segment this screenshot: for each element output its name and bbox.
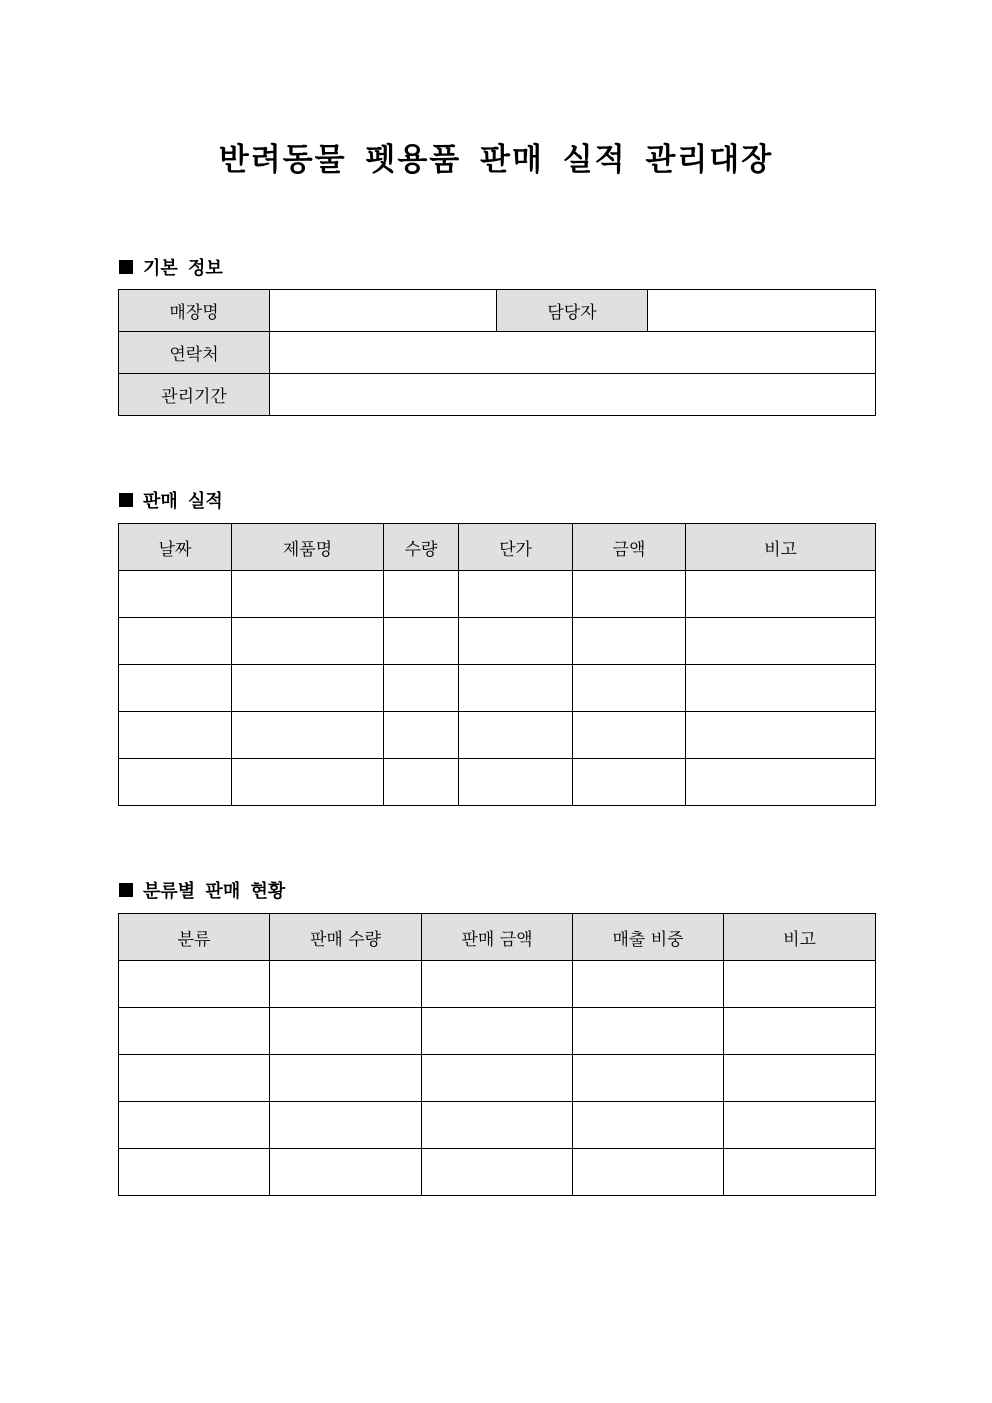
table-cell[interactable] (686, 712, 876, 759)
table-cell[interactable] (459, 618, 573, 665)
table-cell[interactable] (270, 1102, 422, 1149)
column-header-quantity: 수량 (384, 524, 459, 571)
table-cell[interactable] (384, 665, 459, 712)
table-row (119, 290, 876, 332)
table-cell[interactable] (232, 618, 384, 665)
table-cell[interactable] (459, 665, 573, 712)
square-bullet-icon (119, 883, 133, 897)
period-field[interactable] (270, 374, 876, 416)
table-row (119, 1055, 876, 1102)
basic-info-heading (119, 254, 223, 280)
column-header-remarks: 비고 (686, 524, 876, 571)
sales-heading-text: 판매 실적 (143, 491, 223, 512)
table-row (119, 571, 876, 618)
table-cell[interactable] (573, 665, 686, 712)
table-cell[interactable] (232, 571, 384, 618)
table-cell[interactable] (724, 1149, 876, 1196)
column-header-category: 분류 (119, 914, 270, 961)
column-header-product: 제품명 (232, 524, 384, 571)
table-cell[interactable] (686, 618, 876, 665)
table-cell[interactable] (724, 961, 876, 1008)
table-cell[interactable] (232, 712, 384, 759)
table-cell[interactable] (459, 759, 573, 806)
table-row (119, 374, 876, 416)
table-cell[interactable] (119, 759, 232, 806)
category-table (118, 913, 876, 1196)
contact-field[interactable] (270, 332, 876, 374)
table-cell[interactable] (119, 618, 232, 665)
table-cell[interactable] (232, 665, 384, 712)
table-cell[interactable] (422, 1008, 573, 1055)
table-cell[interactable] (573, 759, 686, 806)
table-cell[interactable] (459, 712, 573, 759)
category-header-row (119, 914, 876, 961)
document-title: 반려동물 펫용품 판매 실적 관리대장 (218, 142, 774, 178)
table-cell[interactable] (270, 1149, 422, 1196)
table-cell[interactable] (270, 1055, 422, 1102)
table-cell[interactable] (573, 1102, 724, 1149)
table-cell[interactable] (686, 759, 876, 806)
store-name-label: 매장명 (119, 290, 270, 332)
manager-field[interactable] (648, 290, 876, 332)
table-cell[interactable] (270, 961, 422, 1008)
category-heading (119, 877, 285, 903)
table-cell[interactable] (573, 1149, 724, 1196)
column-header-sales-quantity: 판매 수량 (270, 914, 422, 961)
column-header-unit-price: 단가 (459, 524, 573, 571)
table-row (119, 618, 876, 665)
table-cell[interactable] (459, 571, 573, 618)
table-cell[interactable] (119, 1102, 270, 1149)
table-cell[interactable] (119, 1055, 270, 1102)
square-bullet-icon (119, 260, 133, 274)
column-header-date: 날짜 (119, 524, 232, 571)
table-cell[interactable] (573, 712, 686, 759)
table-row (119, 712, 876, 759)
table-cell[interactable] (119, 571, 232, 618)
table-cell[interactable] (573, 571, 686, 618)
table-cell[interactable] (422, 961, 573, 1008)
table-cell[interactable] (384, 759, 459, 806)
table-cell[interactable] (384, 712, 459, 759)
table-row (119, 665, 876, 712)
sales-table (118, 523, 876, 806)
contact-label: 연락처 (119, 332, 270, 374)
table-cell[interactable] (119, 1149, 270, 1196)
table-row (119, 961, 876, 1008)
category-heading-text: 분류별 판매 현황 (143, 881, 286, 902)
basic-info-heading-text: 기본 정보 (143, 258, 223, 279)
table-cell[interactable] (119, 665, 232, 712)
table-cell[interactable] (422, 1102, 573, 1149)
table-row (119, 332, 876, 374)
sales-heading (119, 487, 223, 513)
manager-label: 담당자 (497, 290, 648, 332)
table-cell[interactable] (686, 665, 876, 712)
table-cell[interactable] (422, 1055, 573, 1102)
table-cell[interactable] (686, 571, 876, 618)
table-cell[interactable] (573, 961, 724, 1008)
table-cell[interactable] (573, 1055, 724, 1102)
table-cell[interactable] (384, 618, 459, 665)
table-cell[interactable] (270, 1008, 422, 1055)
table-cell[interactable] (422, 1149, 573, 1196)
sales-header-row (119, 524, 876, 571)
table-row (119, 759, 876, 806)
table-cell[interactable] (119, 1008, 270, 1055)
table-row (119, 1008, 876, 1055)
column-header-sales-amount: 판매 금액 (422, 914, 573, 961)
store-name-field[interactable] (270, 290, 497, 332)
table-cell[interactable] (573, 1008, 724, 1055)
table-row (119, 1149, 876, 1196)
table-row (119, 1102, 876, 1149)
column-header-revenue-share: 매출 비중 (573, 914, 724, 961)
column-header-remarks: 비고 (724, 914, 876, 961)
column-header-amount: 금액 (573, 524, 686, 571)
square-bullet-icon (119, 493, 133, 507)
table-cell[interactable] (573, 618, 686, 665)
table-cell[interactable] (232, 759, 384, 806)
table-cell[interactable] (384, 571, 459, 618)
table-cell[interactable] (724, 1055, 876, 1102)
period-label: 관리기간 (119, 374, 270, 416)
table-cell[interactable] (119, 712, 232, 759)
table-cell[interactable] (724, 1102, 876, 1149)
basic-info-table (118, 289, 876, 416)
table-cell[interactable] (119, 961, 270, 1008)
table-cell[interactable] (724, 1008, 876, 1055)
